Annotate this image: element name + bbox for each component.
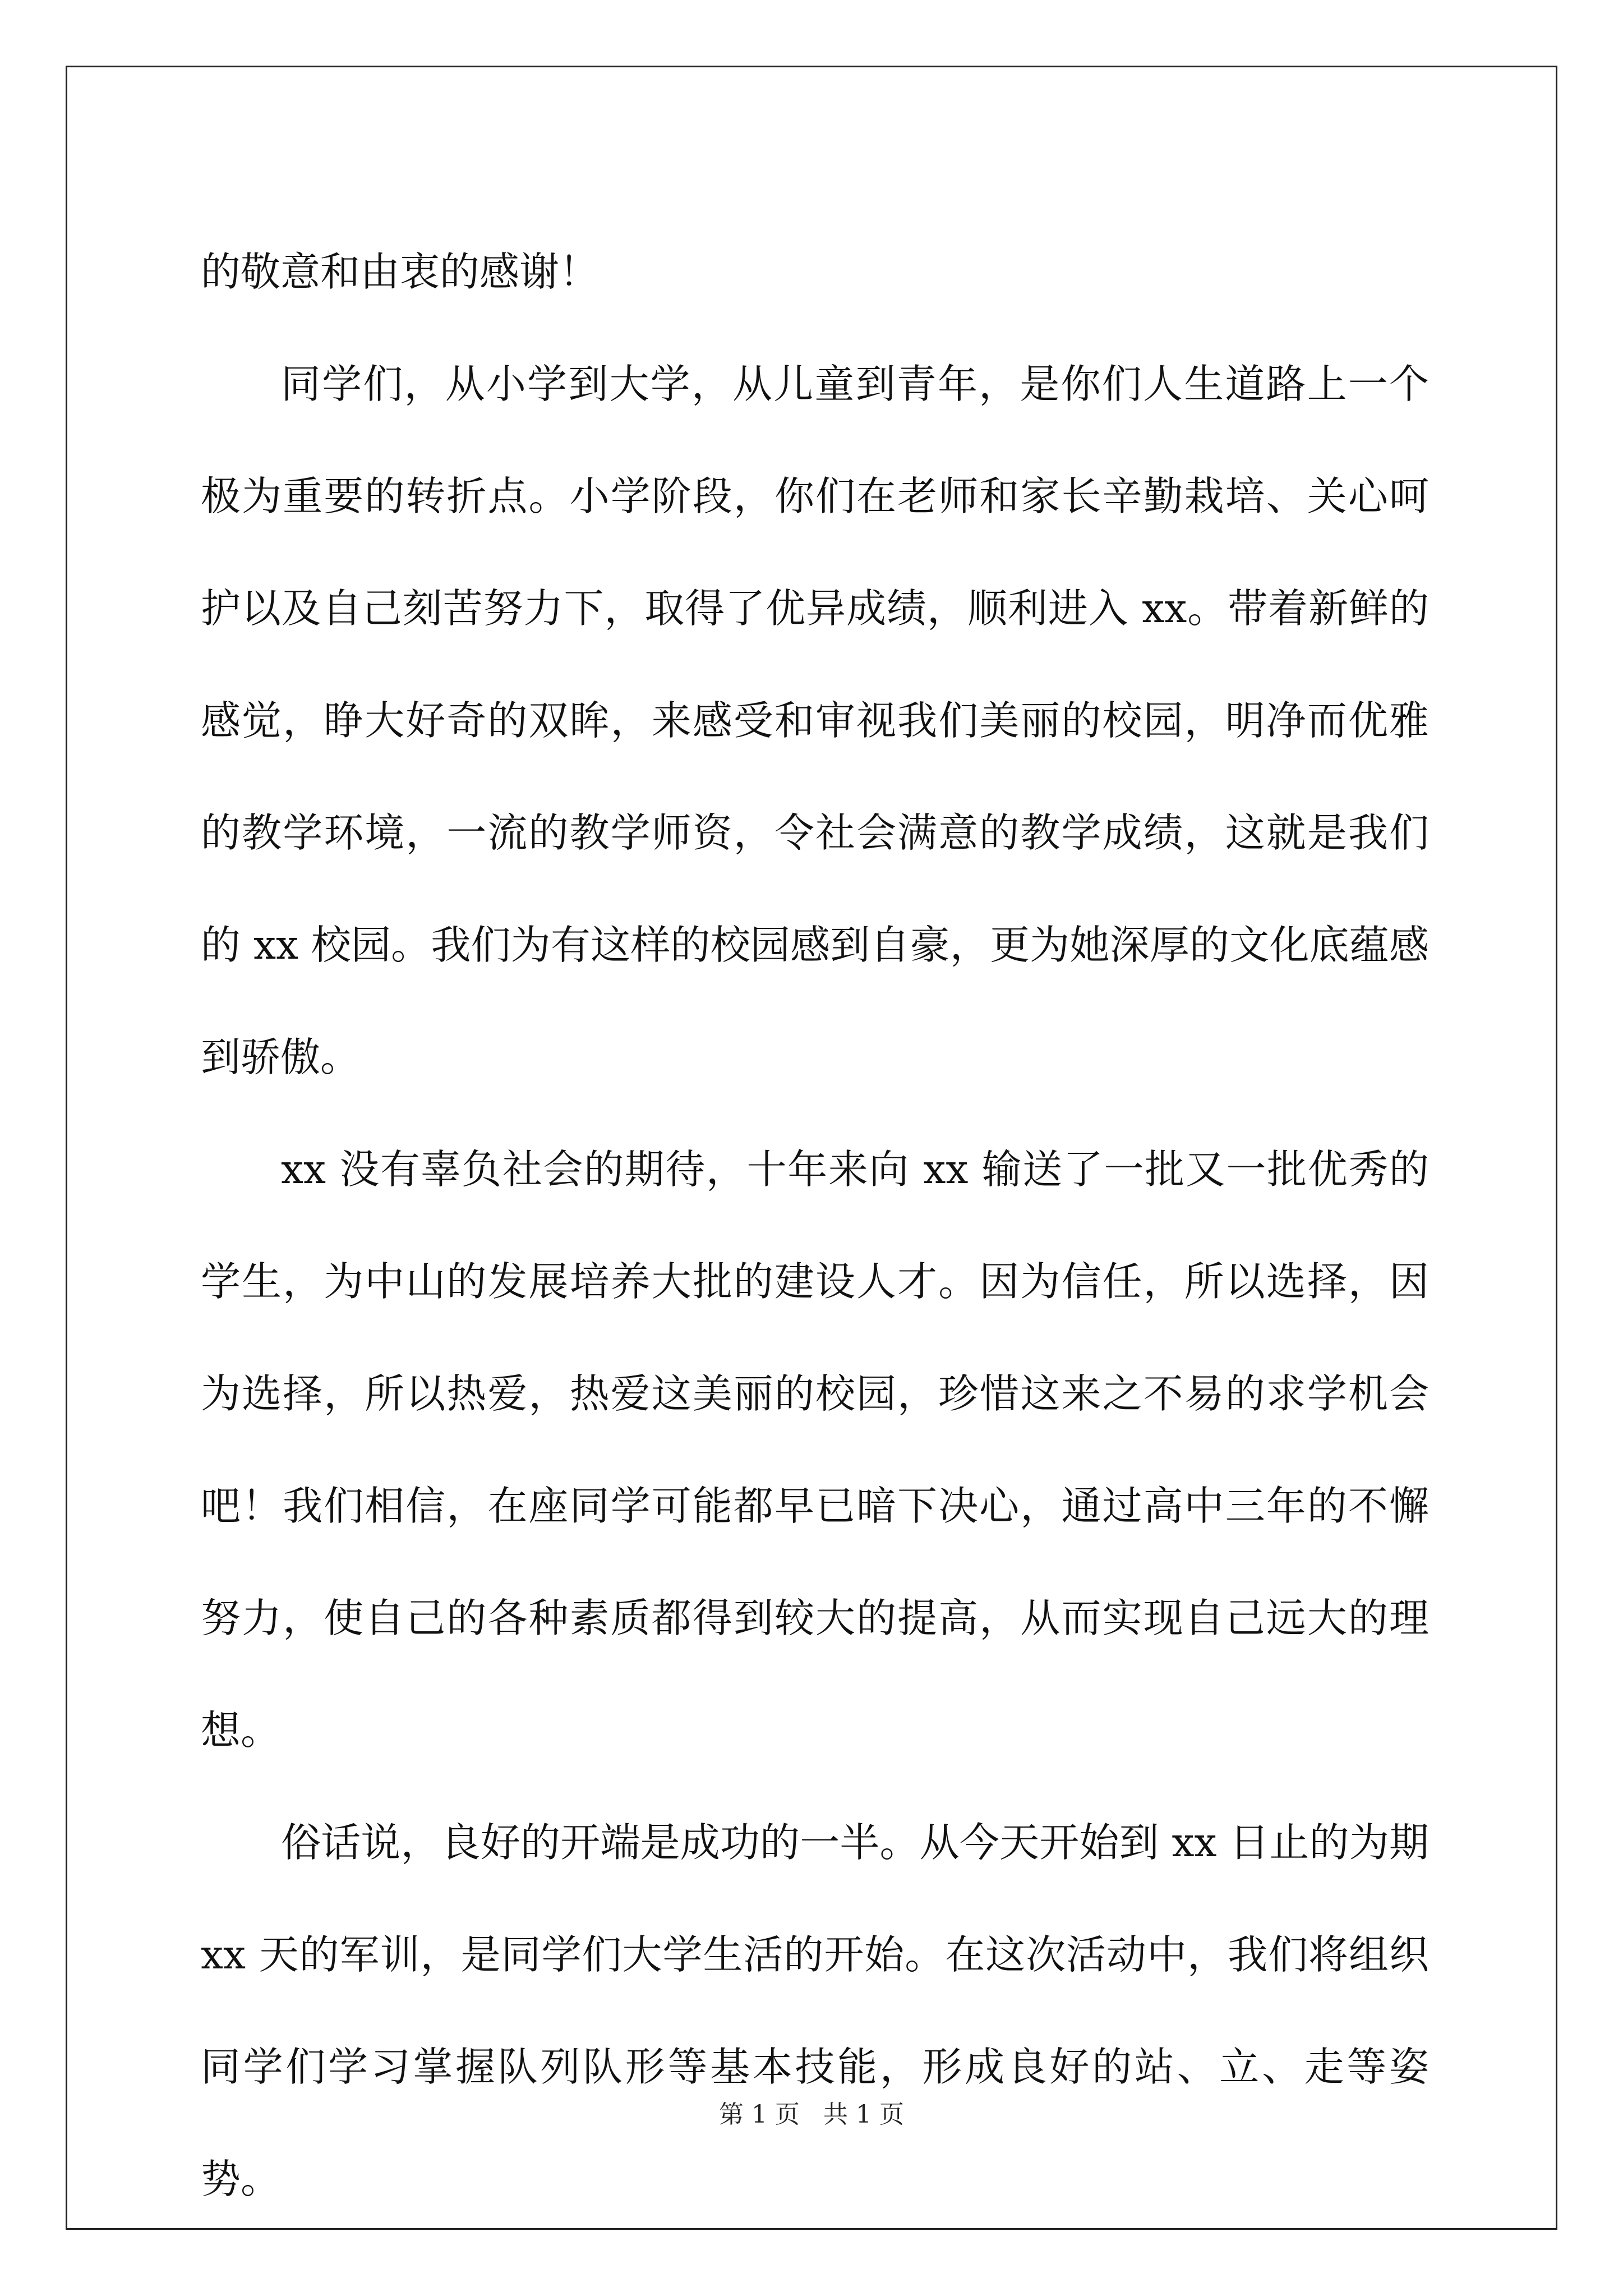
paragraph-3: xx 没有辜负社会的期待，十年来向 xx 输送了一批又一批优秀的学生，为中山的发展培养大批的建设人才。因为信任，所以选择，因为选择，所以热爱，热爱这美丽的校园，珍惜这来之不易的求学机会吧！我们相信，在座同学可能都早已暗下决心，通过高中三年的不懈努力，使自己的各种素质都得到较大的提高，从而实现自己远大的理想。: [201, 1146, 1429, 1754]
paragraph-2: 同学们，从小学到大学，从儿童到青年，是你们人生道路上一个极为重要的转折点。小学阶段，你们在老师和家长辛勤栽培、关心呵护以及自己刻苦努力下，取得了优异成绩，顺利进入 xx。带着新鲜的感觉，睁大好奇的双眸，来感受和审视我们美丽的校园，明净而优雅的教学环境，一流的教学师资，令社会满意的教学成绩，这就是我们的 xx 校园。我们为有这样的校园感到自豪，更为她深厚的文化底蕴感到骄傲。: [201, 361, 1429, 1080]
page-number-footer: 第 1 页 共 1 页: [719, 2100, 904, 2129]
paragraph-1: 的敬意和由衷的感谢！: [201, 249, 600, 295]
paragraph-4: 俗话说，良好的开端是成功的一半。从今天开始到 xx 日止的为期 xx 天的军训，是同学们大学生活的开始。在这次活动中，我们将组织同学们学习掌握队列队形等基本技能，形成良好的站、立、走等姿势。: [201, 1819, 1429, 2202]
